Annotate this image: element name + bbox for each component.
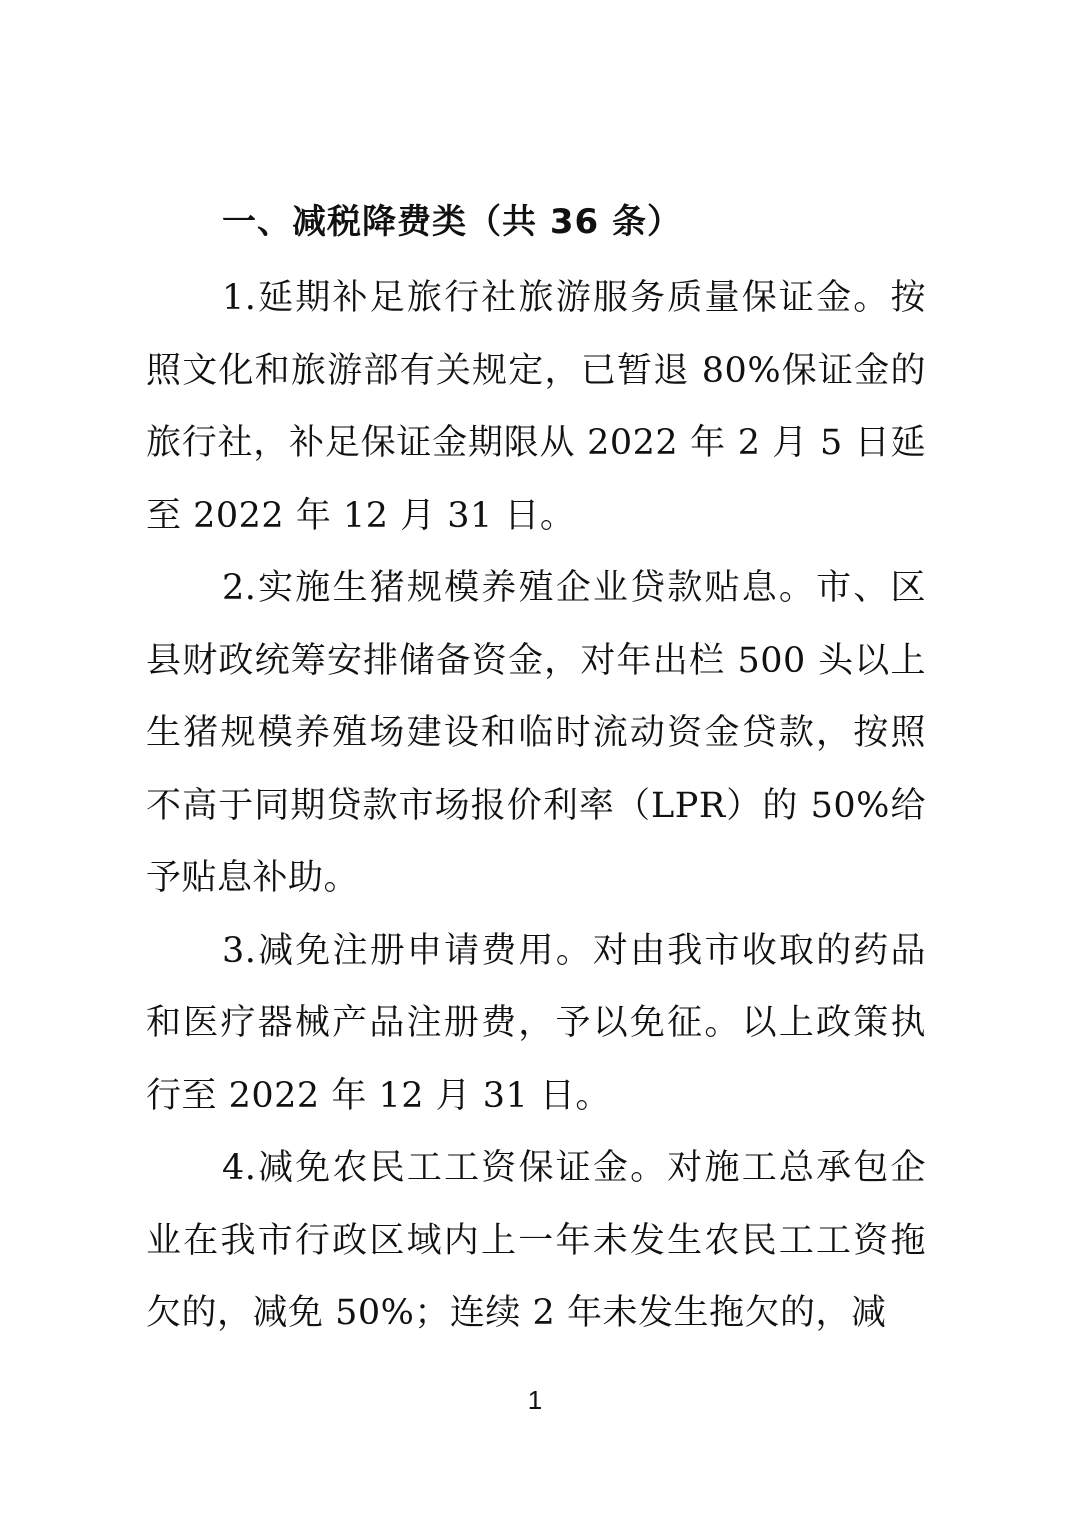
section-heading: 一、减税降费类（共 36 条） <box>222 202 682 242</box>
page-number: 1 <box>527 1385 543 1415</box>
paragraph-1: 1.延期补足旅行社旅游服务质量保证金。按照文化和旅游部有关规定，已暂退 80%保证金的旅行社，补足保证金期限从 2022 年 2 月 5 日延至 2022 年 12 月 31 日。 <box>146 278 926 536</box>
paragraph-3: 3.减免注册申请费用。对由我市收取的药品和医疗器械产品注册费，予以免征。以上政策执行至 2022 年 12 月 31 日。 <box>146 930 926 1116</box>
paragraph-4: 4.减免农民工工资保证金。对施工总承包企业在我市行政区域内上一年未发生农民工工资拖欠的，减免 50%；连续 2 年未发生拖欠的，减 <box>146 1148 926 1333</box>
paragraph-2: 2.实施生猪规模养殖企业贷款贴息。市、区县财政统筹安排储备资金，对年出栏 500 头以上生猪规模养殖场建设和临时流动资金贷款，按照不高于同期贷款市场报价利率（LPR）的 50%给予贴息补助。 <box>146 568 926 898</box>
document-body <box>146 262 926 1350</box>
